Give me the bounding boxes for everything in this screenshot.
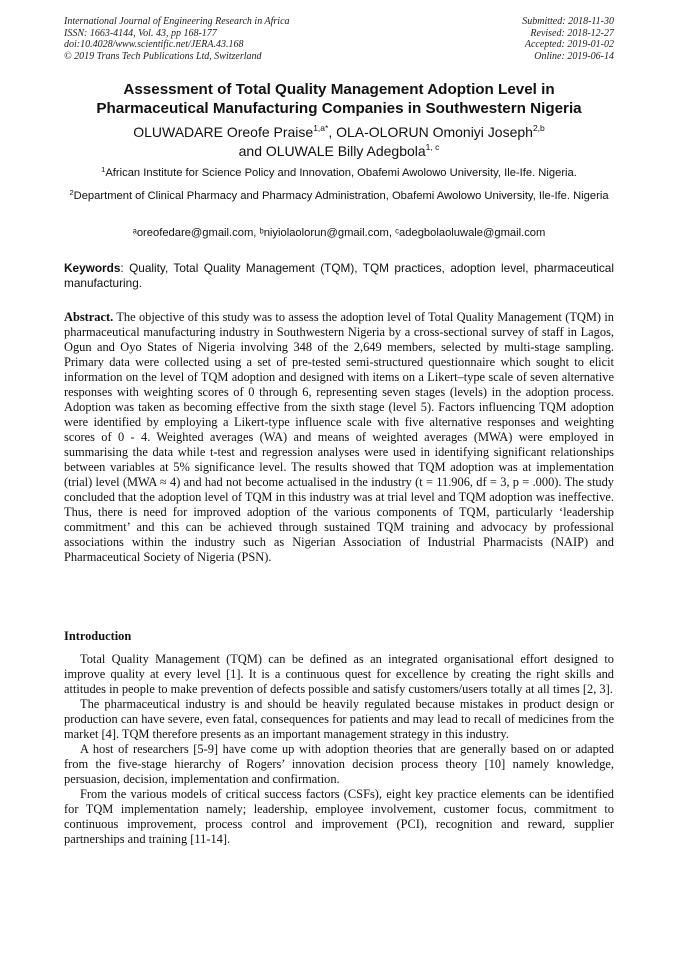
author-list (40, 123, 638, 161)
journal-doi: doi:10.4028/www.scientific.net/JERA.43.168 (64, 39, 244, 50)
author-emails: ᵃoreofedare@gmail.com, ᵇniyiolaolorun@gmail.com, ᶜadegbolaoluwale@gmail.com (132, 227, 546, 239)
author-2-name: OLA-OLORUN Omoniyi Joseph (336, 124, 533, 140)
date-submitted: Submitted: 2018-11-30 (522, 16, 614, 27)
introduction-body (64, 652, 614, 847)
authors-line-2 (40, 142, 638, 161)
journal-copyright: © 2019 Trans Tech Publications Ltd, Switzerland (64, 50, 262, 62)
affiliation-1-sup: 1 (101, 165, 106, 174)
author-1-sup: 1,a* (313, 123, 329, 133)
title-line-1: Assessment of Total Quality Management Adoption Level in (123, 81, 555, 98)
author-1-name: OLUWADARE Oreofe Praise (133, 124, 314, 140)
affiliation-1 (50, 166, 628, 181)
author-connector: and (238, 143, 262, 159)
abstract-label: Abstract. (64, 310, 114, 324)
journal-issn: ISSN: 1663-4144, Vol. 43, pp 168-177 (64, 27, 217, 39)
introduction-heading: Introduction (64, 629, 132, 643)
date-online: Online: 2019-06-14 (534, 50, 614, 62)
affiliation-1-text: African Institute for Science Policy and Innovation, Obafemi Awolowo University, Ile-Ife. Nigeria. (105, 167, 577, 179)
journal-name: International Journal of Engineering Research in Africa (64, 16, 290, 27)
affiliation-2-sup: 2 (69, 188, 74, 197)
title-line-2: Pharmaceutical Manufacturing Companies in Southwestern Nigeria (96, 100, 582, 117)
keywords-text: : Quality, Total Quality Management (TQM), TQM practices, adoption level, pharmaceutical manufacturing. (64, 261, 614, 290)
author-3-name: OLUWALE Billy Adegbola (265, 143, 426, 159)
keywords-label: Keywords (64, 261, 121, 275)
intro-paragraph: A host of researchers [5-9] have come up with adoption theories that are generally based on or adapted from the five-stage hierarchy of Rogers’ innovation decision process theory [10] namely knowledge, persuasion, decision, implementation and confirmation. (64, 742, 614, 786)
intro-paragraph: From the various models of critical success factors (CSFs), eight key practice elements can be identified for TQM implementation namely; leadership, employee involvement, customer focus, commitment to continuous improvement, process control and improvement (PCI), recognition and reward, supplier partnerships and training [11-14]. (64, 787, 614, 846)
keywords-block (64, 261, 614, 290)
affiliation-2-text: Department of Clinical Pharmacy and Pharmacy Administration, Obafemi Awolowo University, Ile-Ife. Nigeria (73, 190, 609, 202)
author-2-sup: 2,b (532, 123, 545, 133)
affiliation-2 (50, 189, 628, 204)
intro-paragraph: Total Quality Management (TQM) can be defined as an integrated organisational effort designed to improve quality at every level [1]. It is a continuous quest for excellence by creating the right skills and attitudes in people to make prevention of defects possible and satisfy customers/users totally at all times [2, 3]. (64, 652, 614, 696)
authors-line-1: OLUWADARE Oreofe Praise$^{1,a*}$, OLA-OLORUN Omoniyi Joseph$^{2,b}$ (133, 123, 545, 140)
date-accepted: Accepted: 2019-01-02 (524, 39, 614, 50)
journal-header-left (64, 16, 290, 62)
paper-title (40, 80, 638, 118)
intro-paragraph: The pharmaceutical industry is and should be heavily regulated because mistakes in product design or production can have severe, even fatal, consequences for patients and may lead to recall of medicines from the market [4]. TQM therefore presents as an important management strategy in this industry. (64, 697, 614, 741)
author-3-sup: 1, c (425, 142, 440, 152)
abstract-block (64, 310, 614, 565)
abstract-text: The objective of this study was to assess the adoption level of Total Quality Management (TQM) in pharmaceutical manufacturing industry in Southwestern Nigeria by a cross-sectional survey of staff in Lagos, Ogun and Oyo States of Nigeria involving 348 of the 2,649 members, selected by multi-stage sampling. Primary data were collected using a set of pre-tested semi-structured questionnaire which sought to elicit information on the level of TQM adoption and designed with items on a Likert–type scale of seven alternative responses with weighting scores of 0 through 6, representing seven stages (levels) in the adoption process. Adoption was taken as becoming effective from the sixth stage (level 5). Factors influencing TQM adoption were identified by employing a Likert-type influence scale with five alternative responses and weighting scores of 0 - 4. Weighted averages (WA) and means of weighted averages (MWA) were employed in summarising the data while t-test and regression analyses were used in identifying significant relationships between variables at 5% significance level. The results showed that TQM adoption was at implementation (trial) level (MWA ≈ 4) and had not become actualised in the industry (t = 11.906, df = 3, p = .000). The study concluded that the adoption level of TQM in this industry was at trial level and TQM adoption was ineffective. Thus, there is need for improved adoption of the various components of TQM, particularly ‘leadership commitment’ and this can be achieved through sustained TQM training and advocacy by professional associations within the industry such as Nigerian Association of Industrial Pharmacists (NAIP) and Pharmaceutical Society of Nigeria (PSN). (64, 310, 614, 564)
journal-header-right (522, 16, 614, 62)
date-revised: Revised: 2018-12-27 (530, 27, 614, 39)
